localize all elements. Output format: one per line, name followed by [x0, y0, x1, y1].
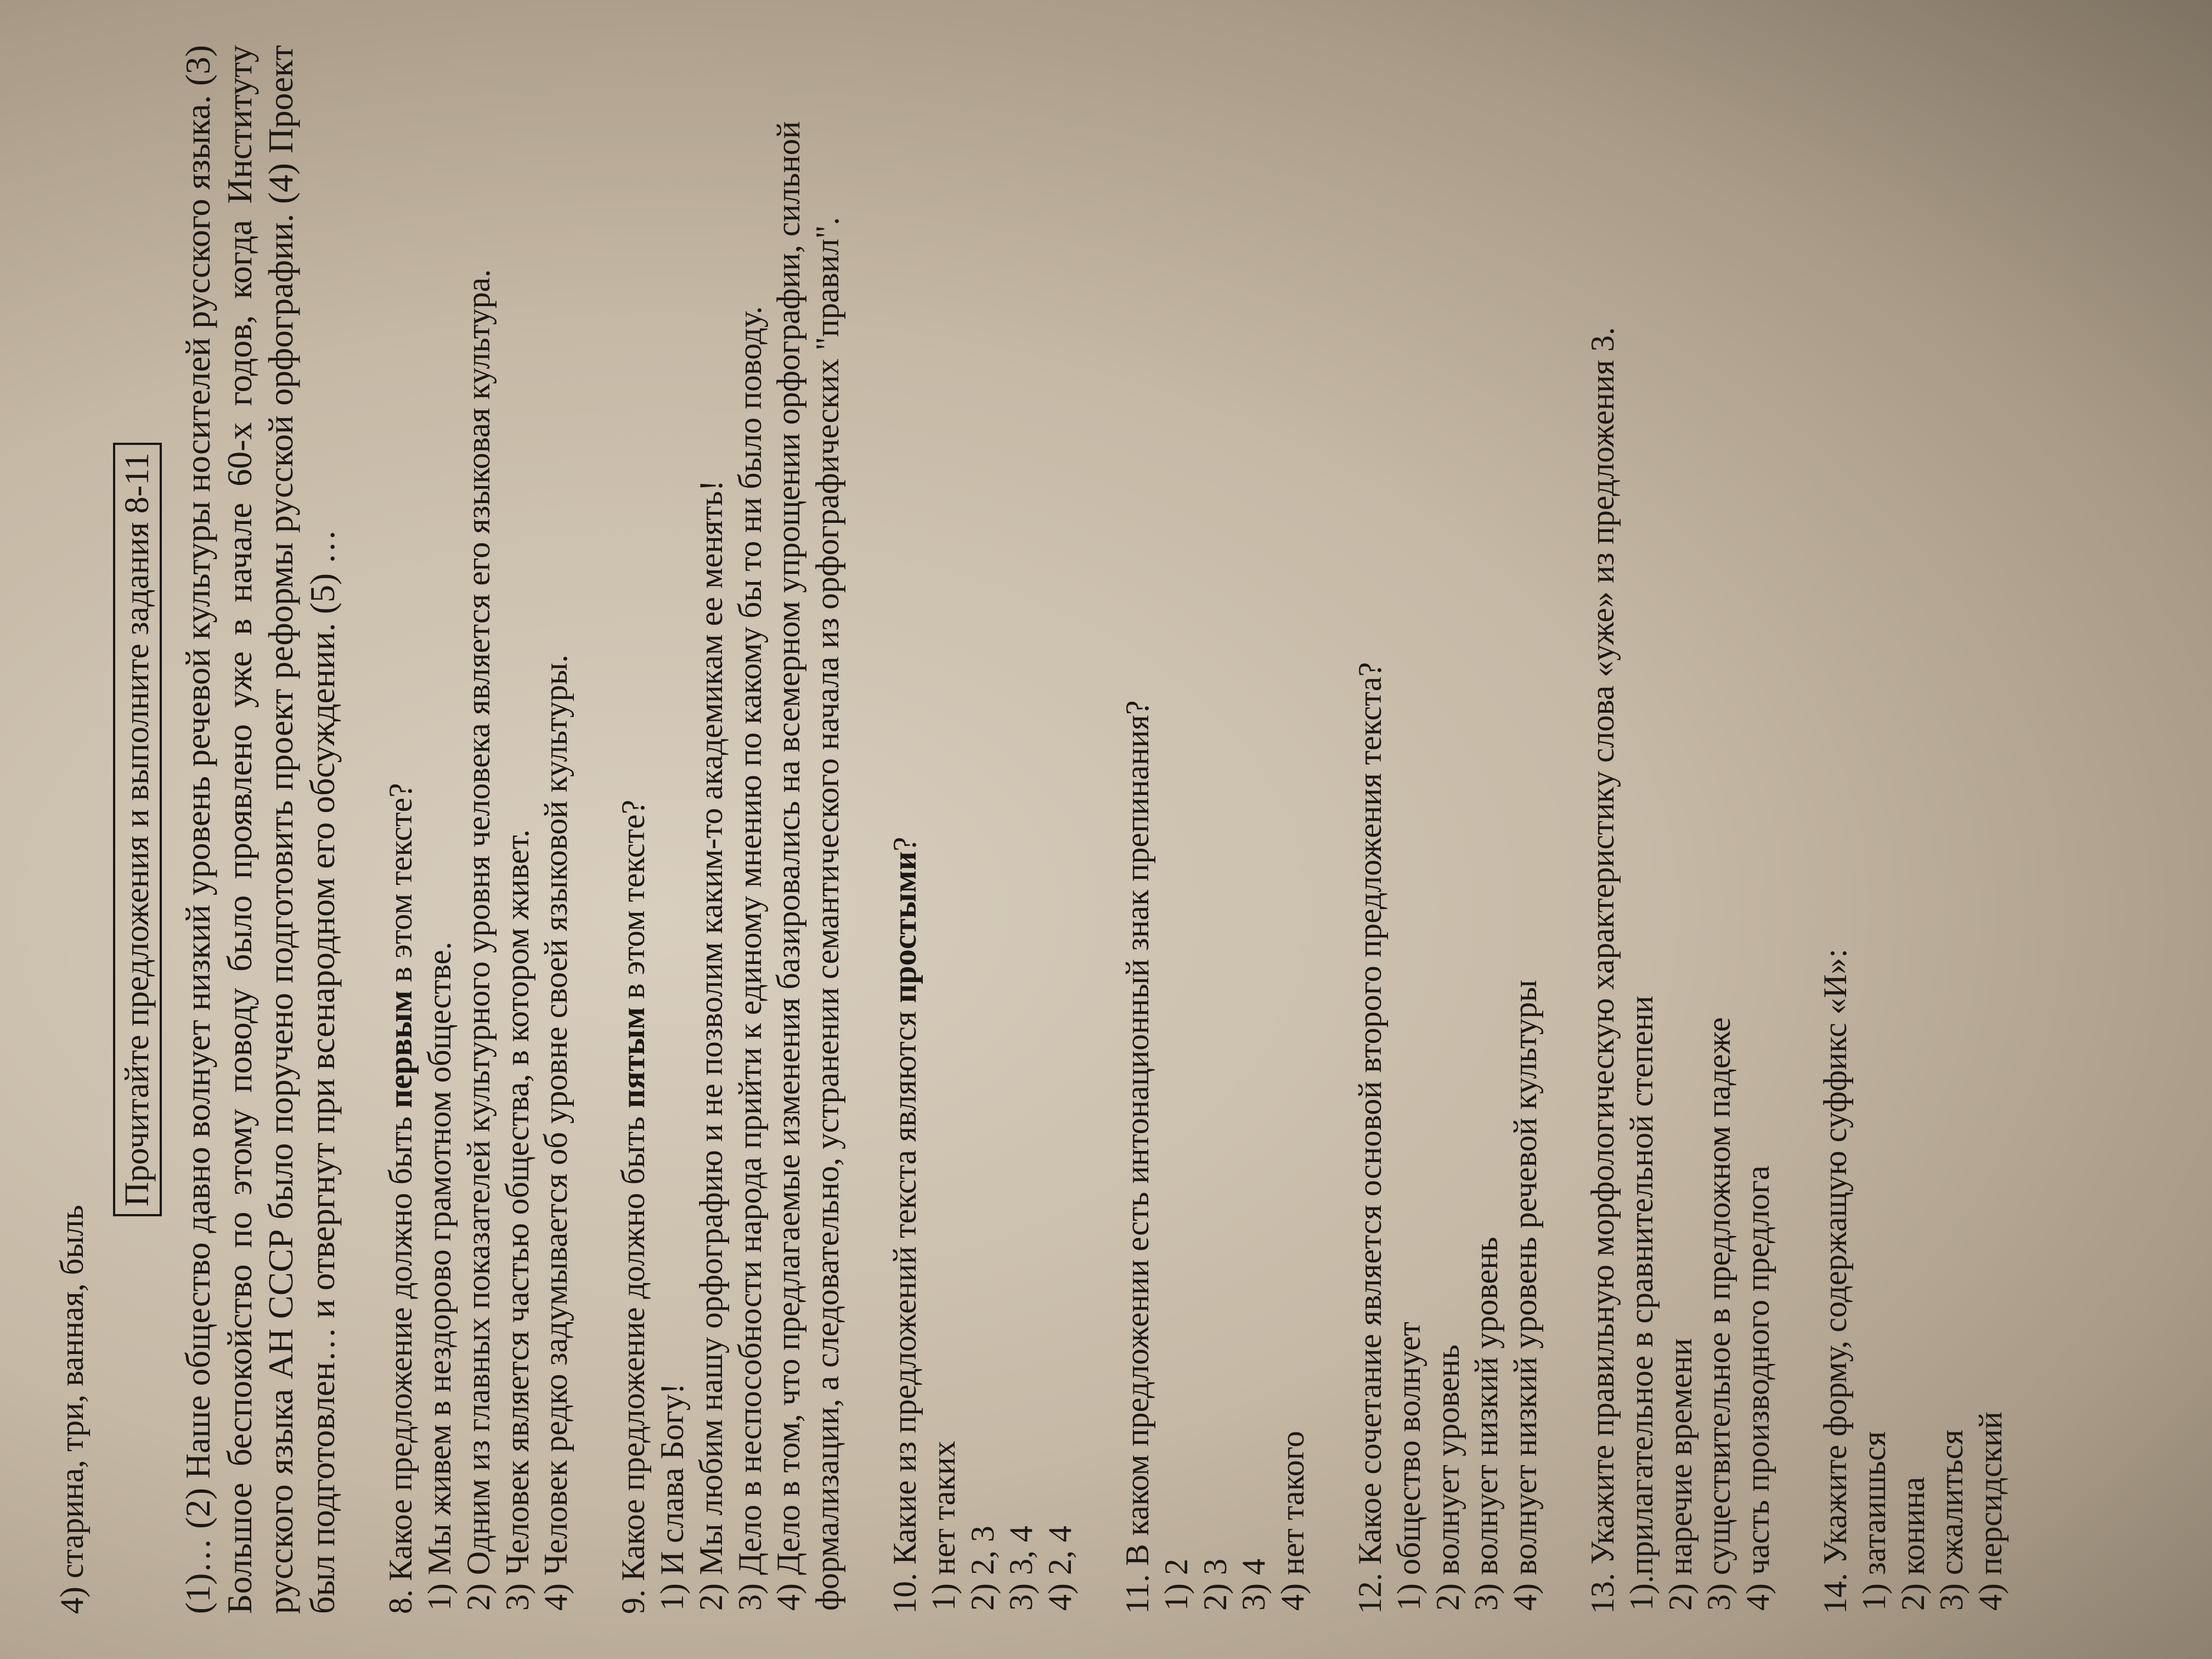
answer-option: 2) волнует уровень: [1429, 1344, 1466, 1611]
answer-option: 4) нет такого: [1274, 1431, 1311, 1611]
answer-option: 4) персидский: [1972, 1412, 2009, 1611]
question-text: Какое предложение должно быть: [615, 1108, 652, 1581]
question-title: [1351, 45, 1390, 1614]
answer-option: 3) волнует низкий уровень: [1468, 1237, 1505, 1611]
answer-option: 2) Мы любим нашу орфографию и не позволим каким-то академикам ее менять!: [692, 480, 729, 1611]
answer-option: 1) общество волнует: [1390, 1322, 1427, 1611]
question-title: [1583, 45, 1622, 1614]
question-number: 14.: [1816, 1565, 1853, 1614]
answer-option: 1) 2: [1158, 1559, 1194, 1611]
question-number: 11.: [1119, 1566, 1155, 1614]
answer-option: 4) Дело в том, что предлагаемые изменения базировались на всемерном упрощении орфографии, сильной формализации, а следовательно, устранении семантического начала из орфографических "правил".: [770, 121, 846, 1611]
reading-passage: (1)… (2) Наше общество давно волнует низкий уровень речевой культуры носителей русского языка. (3) Большое беспокойство по этому поводу было проявлено уже в начале 60-х годов, когда Институту русского языка АН СССР было поручено подготовить проект реформы русской орфографии. (4) Проект был подготовлен… и отвергнут при всенародном его обсуждении. (5) …: [178, 45, 342, 1614]
instructions-header-wrap: [113, 45, 162, 1614]
answer-option: 1) затаишься: [1855, 1431, 1892, 1611]
answer-option: 2) конина: [1894, 1476, 1931, 1611]
question-title: [1118, 45, 1157, 1614]
answer-option: 3) Человек является частью общества, в котором живет.: [499, 829, 535, 1611]
answer-option: 3) существительное в предложном падеже: [1701, 1017, 1737, 1611]
question-8: [381, 45, 575, 1614]
question-10: [885, 45, 1080, 1614]
question-title: [1816, 45, 1855, 1614]
answer-option: 1) Мы живем в нездорово грамотном обществе.: [421, 941, 458, 1611]
question-title: [885, 45, 924, 1614]
answer-option: 4) часть производного предлога: [1740, 1165, 1776, 1611]
answer-option: 3) Дело в неспособности народа прийти к единому мнению по какому бы то ни было поводу.: [731, 306, 768, 1611]
answer-option: 2) 2, 3: [964, 1526, 1001, 1611]
question-text: В каком предложении есть интонационный знак препинания?: [1119, 700, 1155, 1566]
worksheet-page: [42, 7, 2170, 1652]
answer-option: 1) нет таких: [925, 1441, 962, 1611]
question-number: 13.: [1584, 1565, 1621, 1614]
question-text-end: в этом тексте?: [615, 799, 652, 1007]
question-text: Какое сочетание является основой второго предложения текста?: [1351, 662, 1388, 1565]
answer-option: 1).прилагательное в сравнительной степени: [1623, 995, 1660, 1611]
question-number: 10.: [886, 1565, 923, 1614]
question-number: 12.: [1351, 1565, 1388, 1614]
question-title: [381, 45, 420, 1614]
question-text: Укажите правильную морфологическую характеристику слова «уже» из предложения 3.: [1584, 327, 1621, 1565]
answer-option: 2) 3: [1197, 1559, 1233, 1611]
question-text-end: ?: [886, 837, 923, 851]
question-title: [614, 45, 653, 1614]
question-11: [1118, 45, 1312, 1614]
instructions-header: Прочитайте предложения и выполните задания 8-11: [113, 443, 162, 1216]
question-keyword: первым: [382, 990, 419, 1108]
answer-option: 2) наречие времени: [1662, 1338, 1699, 1611]
question-number: 9.: [615, 1581, 652, 1614]
question-text: Какие из предложений текста являются: [886, 1003, 923, 1565]
answer-option: 4) Человек редко задумывается об уровне своей языковой культуры.: [538, 654, 574, 1611]
previous-answer-line: 4) старина, три, ванная, быль: [54, 1205, 90, 1614]
answer-option: 3) 4: [1235, 1559, 1272, 1611]
question-text: Укажите форму, содержащую суффикс «И»:: [1816, 949, 1853, 1565]
answer-option: 2) Одним из главных показателей культурного уровня человека является его языковая культура.: [460, 269, 496, 1611]
question-14: [1816, 45, 2010, 1614]
question-list: [381, 45, 2010, 1614]
question-keyword: простыми: [886, 851, 923, 1003]
answer-option: 4) волнует низкий уровень речевой культуры: [1507, 980, 1544, 1611]
answer-option: 3) 3, 4: [1003, 1526, 1040, 1611]
question-text: Какое предложение должно быть: [382, 1108, 419, 1581]
answer-option: 1) И слава Богу!: [654, 1383, 690, 1611]
question-12: [1351, 45, 1545, 1614]
page-content: [53, 45, 2049, 1614]
question-13: [1583, 45, 1778, 1614]
answer-option: 4) 2, 4: [1042, 1526, 1079, 1611]
answer-option: 3) сжалиться: [1933, 1429, 1970, 1611]
question-9: [614, 45, 847, 1614]
question-number: 8.: [382, 1581, 419, 1614]
question-keyword: пятым: [615, 1007, 652, 1108]
question-text-end: в этом тексте?: [382, 783, 419, 991]
